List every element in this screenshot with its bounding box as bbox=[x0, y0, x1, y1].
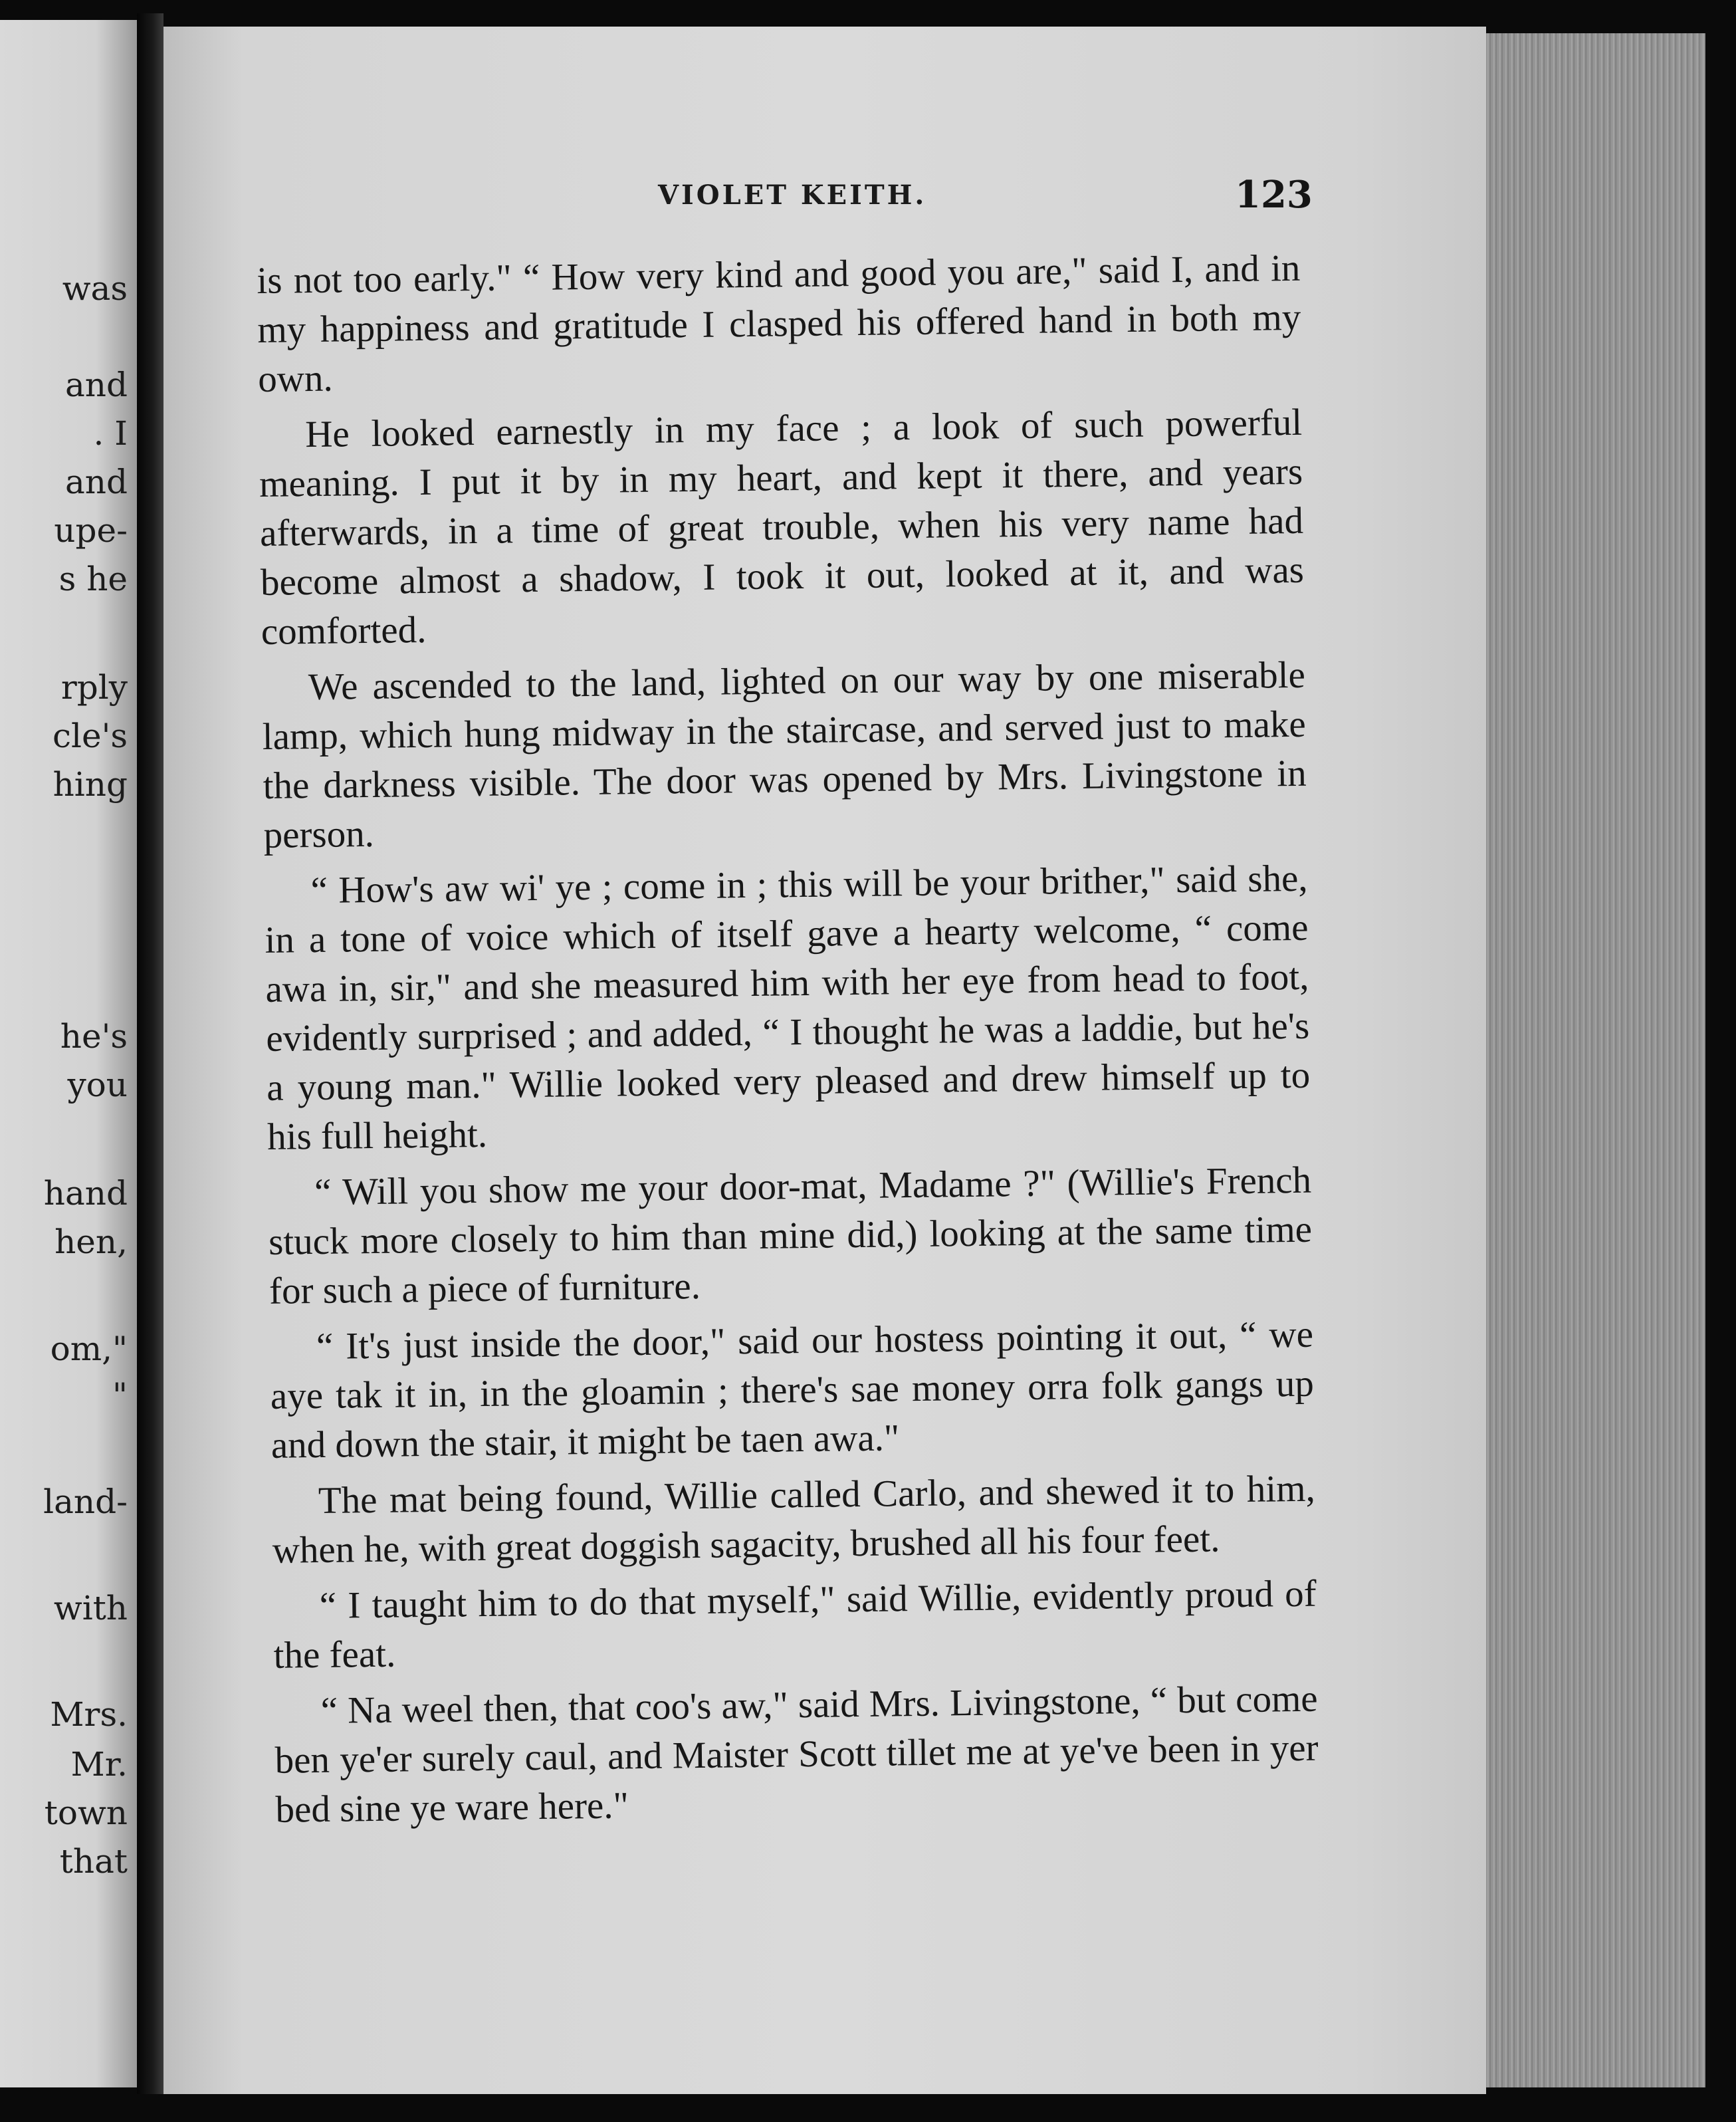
left-fragment: cle's bbox=[53, 717, 128, 755]
paragraph: “ How's aw wi' ye ; come in ; this will be your brither," said she, in a tone of voice which of itself gave a hearty welcome, “ come awa in, sir," and she measured him with her eye from head to foot, evidently surprised ; and added, “ I thought he was a laddie, but he's a young man." Willie looked very pleased and drew himself up to his full height. bbox=[265, 857, 1311, 1158]
left-fragment: . I bbox=[93, 414, 128, 453]
left-fragment: that bbox=[59, 1842, 128, 1881]
left-fragment: rply bbox=[60, 668, 128, 707]
paragraph: He looked earnestly in my face ; a look of such powerful meaning. I put it by in my heart, and kept it there, and years afterwards, in a time of great trouble, when his very name had become almost a shadow, I took it out, looked at it, and was comforted. bbox=[259, 401, 1305, 653]
previous-page-fragment bbox=[0, 20, 137, 2087]
book-gutter bbox=[137, 13, 163, 2094]
left-fragment: hand bbox=[43, 1174, 128, 1213]
page-number: 123 bbox=[1235, 173, 1313, 217]
paragraph: We ascended to the land, lighted on our way by one miserable lamp, which hung midway in the staircase, and served just to make the darkness visible. The door was opened by Mrs. Livingstone in person. bbox=[262, 653, 1307, 856]
left-fragment: and bbox=[64, 463, 128, 501]
left-fragment: Mrs. bbox=[50, 1695, 128, 1734]
body-text bbox=[257, 244, 1319, 1841]
paragraph: “ Na weel then, that coo's aw," said Mrs. Livingstone, “ but come ben ye'er surely caul, and Maister Scott tillet me at ye've been in yer bed sine ye ware here." bbox=[274, 1677, 1319, 1831]
left-fragment: hing bbox=[53, 765, 128, 804]
left-fragment: you bbox=[67, 1066, 128, 1104]
left-fragment: town bbox=[44, 1794, 128, 1832]
left-fragment: om," bbox=[50, 1330, 128, 1368]
page-edges bbox=[1486, 33, 1705, 2087]
paragraph: The mat being found, Willie called Carlo, and shewed it to him, when he, with great doggish sagacity, brushed all his four feet. bbox=[272, 1467, 1316, 1572]
left-fragment: he's bbox=[60, 1017, 128, 1056]
left-fragment: hen, bbox=[54, 1223, 128, 1261]
paragraph: “ I taught him to do that myself," said Willie, evidently proud of the feat. bbox=[273, 1572, 1317, 1677]
left-fragment: " bbox=[112, 1376, 128, 1415]
paragraph: is not too early." “ How very kind and good you are," said I, and in my happiness and gratitude I clasped his offered hand in both my own. bbox=[257, 247, 1301, 400]
left-fragment: with bbox=[53, 1589, 128, 1627]
paragraph: “ It's just inside the door," said our hostess pointing it out, “ we aye tak it in, in the gloamin ; there's sae money orra folk gangs up and down the stair, it might be taen awa." bbox=[270, 1313, 1315, 1467]
paragraph: “ Will you show me your door-mat, Madame ?" (Willie's French stuck more closely to him than mine did,) looking at the same time for such a piece of furniture. bbox=[268, 1159, 1313, 1312]
running-head: VIOLET KEITH. bbox=[658, 179, 927, 211]
left-fragment: land- bbox=[43, 1482, 128, 1521]
left-fragment: and bbox=[64, 366, 128, 404]
left-fragment: was bbox=[62, 269, 128, 308]
left-fragment: s he bbox=[58, 560, 128, 598]
left-fragment: upe- bbox=[54, 511, 128, 550]
left-fragment: Mr. bbox=[70, 1745, 128, 1784]
